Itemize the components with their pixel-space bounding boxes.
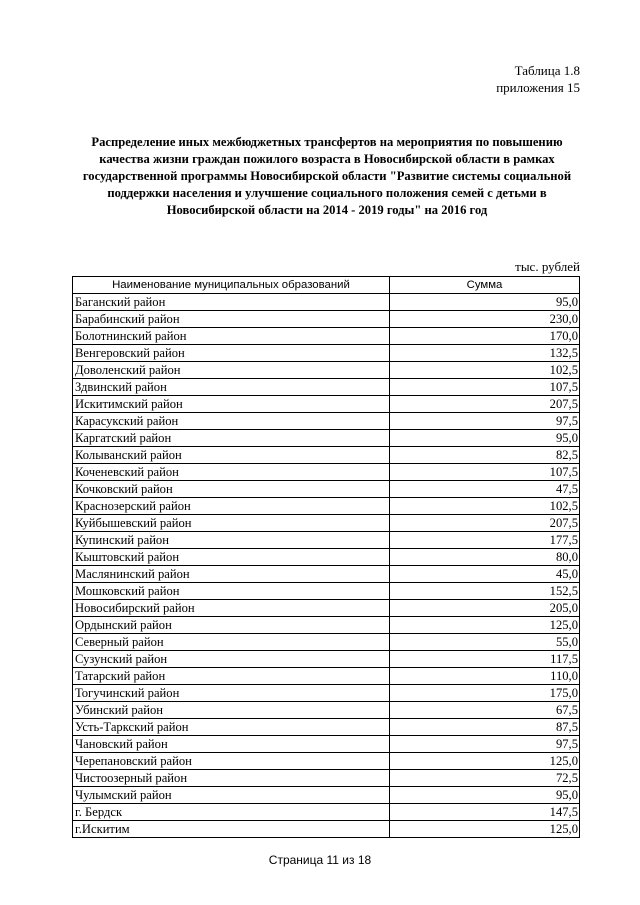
municipality-name: Татарский район <box>73 668 390 685</box>
transfer-sum: 97,5 <box>390 413 580 430</box>
transfer-sum: 97,5 <box>390 736 580 753</box>
table-row <box>73 498 580 515</box>
document-title: Распределение иных межбюджетных трансфертов на мероприятия по повышению качества жизни граждан пожилого возраста в Новосибирской области в рамках государственной программы Новосибирской области "Развитие системы социальной поддержки населения и улучшение социального положения семей с детьми в Новосибирской области на 2014 - 2019 годы" на 2016 год <box>82 135 572 217</box>
municipality-name: Усть-Таркский район <box>73 719 390 736</box>
municipality-name: Черепановский район <box>73 753 390 770</box>
table-row <box>73 804 580 821</box>
municipality-name: Здвинский район <box>73 379 390 396</box>
municipality-name: Колыванский район <box>73 447 390 464</box>
table-row <box>73 328 580 345</box>
municipality-name: Чановский район <box>73 736 390 753</box>
municipality-name: Мошковский район <box>73 583 390 600</box>
table-row <box>73 515 580 532</box>
table-row <box>73 464 580 481</box>
transfer-sum: 207,5 <box>390 515 580 532</box>
table-row <box>73 413 580 430</box>
municipality-name: Краснозерский район <box>73 498 390 515</box>
table-row <box>73 685 580 702</box>
municipality-name: Ордынский район <box>73 617 390 634</box>
table-row <box>73 583 580 600</box>
municipality-name: Новосибирский район <box>73 600 390 617</box>
table-row <box>73 821 580 838</box>
table-row <box>73 719 580 736</box>
municipality-name: Чулымский район <box>73 787 390 804</box>
table-header-row <box>73 277 580 294</box>
municipality-name: Чистоозерный район <box>73 770 390 787</box>
municipality-name: г.Искитим <box>73 821 390 838</box>
column-header-sum: Сумма <box>390 277 580 294</box>
transfer-sum: 95,0 <box>390 294 580 311</box>
transfer-sum: 82,5 <box>390 447 580 464</box>
table-number: Таблица 1.8 <box>514 63 580 78</box>
transfer-sum: 125,0 <box>390 821 580 838</box>
table-row <box>73 770 580 787</box>
table-row <box>73 362 580 379</box>
table-reference <box>380 62 580 96</box>
municipality-name: Коченевский район <box>73 464 390 481</box>
municipality-name: Венгеровский район <box>73 345 390 362</box>
municipality-name: Баганский район <box>73 294 390 311</box>
municipality-name: Тогучинский район <box>73 685 390 702</box>
table-row <box>73 532 580 549</box>
column-header-name: Наименование муниципальных образований <box>73 277 390 294</box>
municipality-name: Куйбышевский район <box>73 515 390 532</box>
transfer-sum: 102,5 <box>390 498 580 515</box>
appendix-reference: приложения 15 <box>496 80 580 95</box>
table-row <box>73 311 580 328</box>
transfers-table <box>72 276 580 838</box>
transfer-sum: 55,0 <box>390 634 580 651</box>
table-row <box>73 430 580 447</box>
transfer-sum: 125,0 <box>390 617 580 634</box>
municipality-name: Кочковский район <box>73 481 390 498</box>
municipality-name: Северный район <box>73 634 390 651</box>
page-number: Страница 11 из 18 <box>268 853 372 867</box>
table-row <box>73 294 580 311</box>
table-row <box>73 379 580 396</box>
transfer-sum: 102,5 <box>390 362 580 379</box>
table-row <box>73 668 580 685</box>
transfer-sum: 47,5 <box>390 481 580 498</box>
transfer-sum: 207,5 <box>390 396 580 413</box>
table-row <box>73 600 580 617</box>
units-label: тыс. рублей <box>515 259 580 274</box>
transfer-sum: 107,5 <box>390 464 580 481</box>
transfer-sum: 95,0 <box>390 787 580 804</box>
transfer-sum: 117,5 <box>390 651 580 668</box>
table-row <box>73 702 580 719</box>
transfer-sum: 132,5 <box>390 345 580 362</box>
table-row <box>73 481 580 498</box>
table-row <box>73 396 580 413</box>
municipality-name: Каргатский район <box>73 430 390 447</box>
transfer-sum: 110,0 <box>390 668 580 685</box>
transfer-sum: 125,0 <box>390 753 580 770</box>
transfer-sum: 107,5 <box>390 379 580 396</box>
table-row <box>73 549 580 566</box>
transfer-sum: 87,5 <box>390 719 580 736</box>
table-row <box>73 736 580 753</box>
table-row <box>73 634 580 651</box>
transfer-sum: 147,5 <box>390 804 580 821</box>
transfer-sum: 95,0 <box>390 430 580 447</box>
municipality-name: Искитимский район <box>73 396 390 413</box>
transfer-sum: 170,0 <box>390 328 580 345</box>
municipality-name: Сузунский район <box>73 651 390 668</box>
transfer-sum: 72,5 <box>390 770 580 787</box>
municipality-name: Убинский район <box>73 702 390 719</box>
municipality-name: Маслянинский район <box>73 566 390 583</box>
table-row <box>73 617 580 634</box>
table-row <box>73 787 580 804</box>
transfer-sum: 152,5 <box>390 583 580 600</box>
transfer-sum: 205,0 <box>390 600 580 617</box>
transfer-sum: 45,0 <box>390 566 580 583</box>
transfer-sum: 67,5 <box>390 702 580 719</box>
municipality-name: Купинский район <box>73 532 390 549</box>
municipality-name: г. Бердск <box>73 804 390 821</box>
table-row <box>73 651 580 668</box>
table-row <box>73 566 580 583</box>
municipality-name: Доволенский район <box>73 362 390 379</box>
table-row <box>73 447 580 464</box>
transfer-sum: 175,0 <box>390 685 580 702</box>
municipality-name: Карасукский район <box>73 413 390 430</box>
table-body <box>73 294 580 838</box>
municipality-name: Барабинский район <box>73 311 390 328</box>
transfer-sum: 230,0 <box>390 311 580 328</box>
transfer-sum: 177,5 <box>390 532 580 549</box>
transfer-sum: 80,0 <box>390 549 580 566</box>
municipality-name: Кыштовский район <box>73 549 390 566</box>
table-row <box>73 345 580 362</box>
table-row <box>73 753 580 770</box>
municipality-name: Болотнинский район <box>73 328 390 345</box>
